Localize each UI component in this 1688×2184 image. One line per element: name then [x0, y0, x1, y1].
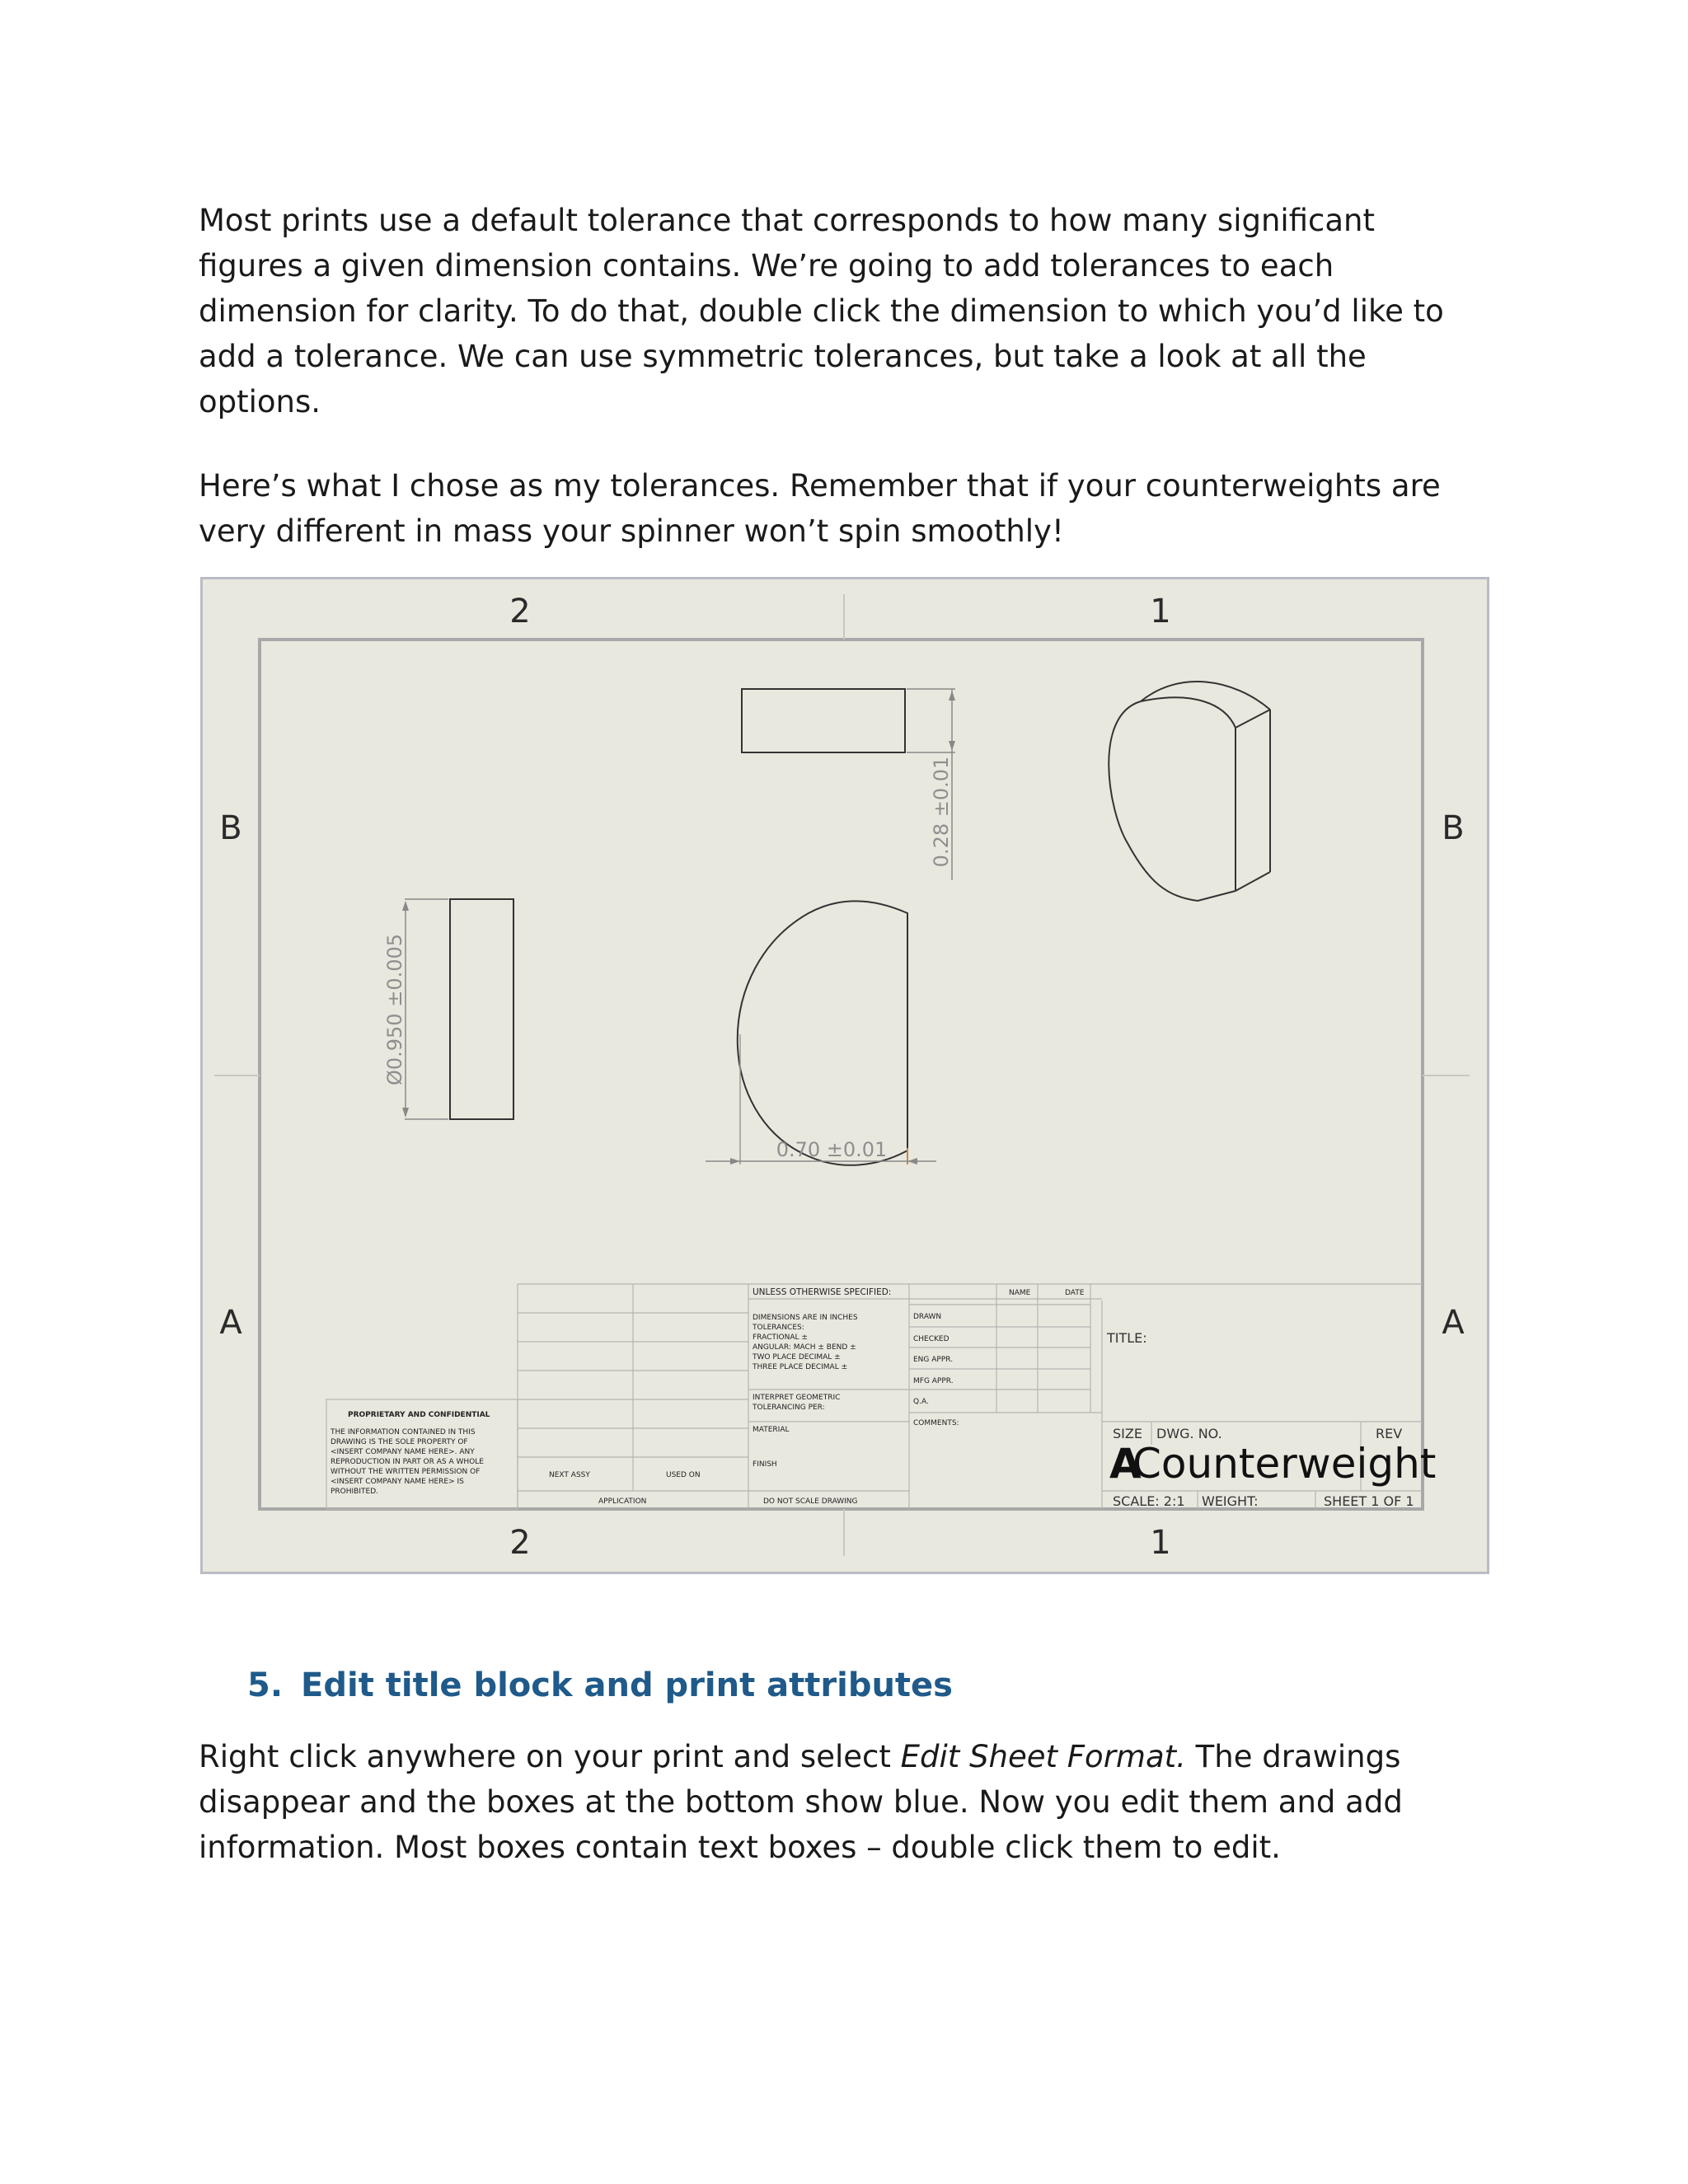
dim-line-2: TOLERANCES: [753, 1324, 804, 1332]
proprietary-title: PROPRIETARY AND CONFIDENTIAL [348, 1411, 490, 1419]
title-label: TITLE: [1107, 1330, 1147, 1346]
zone-row-b-left: B [219, 809, 242, 847]
section-heading [247, 1666, 953, 1704]
rev-label: REV [1376, 1426, 1403, 1441]
section-body-start: Right click anywhere on your print and select [199, 1739, 901, 1774]
dim-line-6: THREE PLACE DECIMAL ± [753, 1363, 848, 1371]
size-value: A [1109, 1440, 1142, 1488]
proprietary-line-4: REPRODUCTION IN PART OR AS A WHOLE [331, 1458, 484, 1466]
section-body-end: The drawings disappear and the boxes at the bottom show blue. Now you edit them and add information. Most boxes contain text boxes – double click them to edit. [199, 1739, 1403, 1865]
proprietary-line-5: WITHOUT THE WRITTEN PERMISSION OF [331, 1468, 481, 1476]
dim-line-1: DIMENSIONS ARE IN INCHES [753, 1314, 858, 1322]
application-label: APPLICATION [598, 1497, 647, 1506]
proprietary-line-7: PROHIBITED. [331, 1488, 378, 1496]
tolerance-intro-paragraph: Most prints use a default tolerance that corresponds to how many significant figures a given dimension contains. We’re going to add tolerances to each dimension for clarity. To do that, double click the dimension to which you’d like to add a tolerance. We can use symmetric tolerances, but take a look at all the options. [199, 203, 1444, 419]
zone-col-2-bottom: 2 [509, 1524, 531, 1562]
zone-row-a-right: A [1442, 1304, 1465, 1342]
proprietary-line-3: <INSERT COMPANY NAME HERE>. ANY [331, 1448, 475, 1456]
drawing-sheet [203, 579, 1487, 1572]
edit-sheet-format-term: Edit Sheet Format. [900, 1739, 1186, 1774]
drawn-label: DRAWN [913, 1313, 942, 1321]
dim-line-5: TWO PLACE DECIMAL ± [753, 1353, 841, 1361]
finish-label: FINISH [753, 1460, 777, 1469]
eng-appr-label: ENG APPR. [913, 1356, 954, 1364]
section-title: Edit title block and print attributes [301, 1666, 953, 1704]
section-number: 5. [247, 1666, 284, 1704]
comments-label: COMMENTS: [913, 1419, 959, 1427]
proprietary-line-2: DRAWING IS THE SOLE PROPERTY OF [331, 1438, 468, 1446]
tolerance-choice-paragraph: Here’s what I chose as my tolerances. Remember that if your counterweights are very different in mass your spinner won’t spin smoothly! [199, 468, 1441, 549]
sheet-label: SHEET 1 OF 1 [1324, 1493, 1414, 1509]
top-view [742, 689, 955, 880]
weight-label: WEIGHT: [1202, 1493, 1259, 1509]
dim-line-3: FRACTIONAL ± [753, 1333, 808, 1342]
size-label: SIZE [1113, 1426, 1142, 1441]
dwg-no-label: DWG. NO. [1156, 1426, 1222, 1441]
checked-label: CHECKED [913, 1335, 950, 1343]
do-not-scale-label: DO NOT SCALE DRAWING [763, 1497, 858, 1506]
width-dimension: 0.70 ±0.01 [776, 1138, 888, 1161]
thickness-dimension: 0.28 ±0.01 [930, 756, 953, 868]
zone-row-b-right: B [1442, 809, 1465, 847]
interpret-line-1: INTERPRET GEOMETRIC [753, 1394, 841, 1402]
front-view [706, 901, 936, 1165]
proprietary-line-1: THE INFORMATION CONTAINED IN THIS [331, 1428, 476, 1436]
mfg-appr-label: MFG APPR. [913, 1377, 954, 1385]
part-name: Counterweight [1132, 1440, 1437, 1488]
zone-col-1-bottom: 1 [1150, 1524, 1171, 1562]
zone-row-a-left: A [219, 1304, 242, 1342]
edit-sheet-format-paragraph [199, 1734, 1484, 1870]
title-block-text [330, 1287, 1436, 1509]
zone-col-1-top: 1 [1150, 593, 1171, 630]
sheet-border [260, 640, 1423, 1509]
engineering-drawing-figure [200, 577, 1489, 1574]
interpret-line-2: TOLERANCING PER: [753, 1404, 825, 1412]
unless-otherwise-specified: UNLESS OTHERWISE SPECIFIED: [753, 1287, 892, 1297]
diameter-dimension: Ø0.950 ±0.005 [383, 933, 406, 1086]
proprietary-line-6: <INSERT COMPANY NAME HERE> IS [331, 1478, 464, 1486]
scale-label: SCALE: 2:1 [1113, 1493, 1185, 1509]
side-view [383, 899, 513, 1119]
zone-col-2-top: 2 [509, 593, 531, 630]
dim-line-4: ANGULAR: MACH ± BEND ± [753, 1343, 856, 1352]
qa-label: Q.A. [913, 1398, 929, 1406]
isometric-view [1109, 682, 1270, 901]
material-label: MATERIAL [753, 1426, 790, 1434]
date-header: DATE [1065, 1289, 1085, 1297]
name-header: NAME [1009, 1289, 1031, 1297]
next-assy-label: NEXT ASSY [549, 1471, 590, 1479]
used-on-label: USED ON [666, 1471, 701, 1479]
